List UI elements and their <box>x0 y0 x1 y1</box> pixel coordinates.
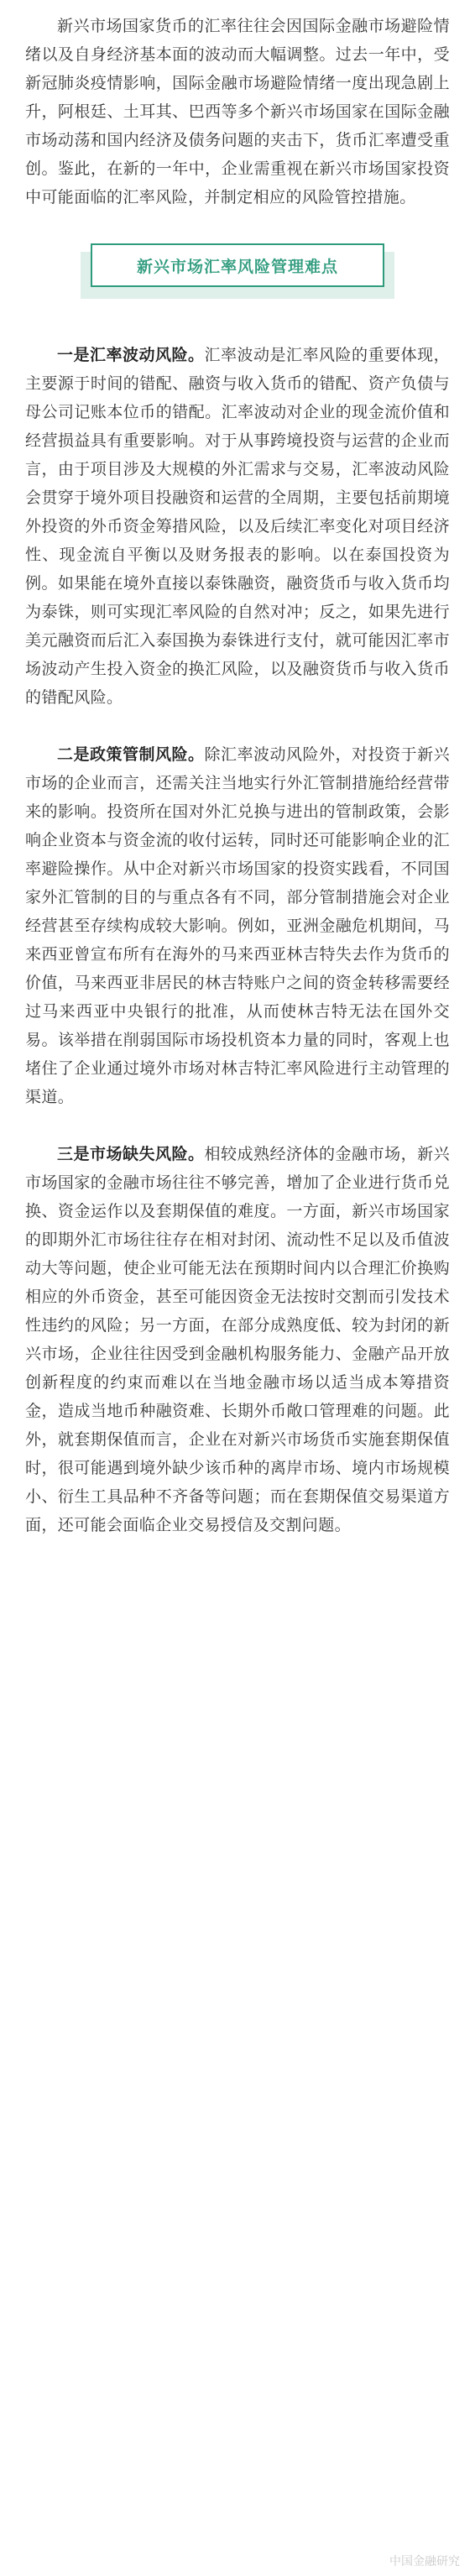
risk-point-1-title: 一是汇率波动风险。 <box>57 346 205 364</box>
risk-point-3-title: 三是市场缺失风险。 <box>57 1145 205 1163</box>
risk-point-2-title: 二是政策管制风险。 <box>57 745 205 764</box>
watermark: 中国金融研究 <box>389 2555 460 2568</box>
risk-point-2-body: 除汇率波动风险外，对投资于新兴市场的企业而言，还需关注当地实行外汇管制措施给经营带来的影响。投资所在国对外汇兑换与进出的管制政策，会影响企业资本与资金流的收付运转，同时还可能影响企业的汇率避险操作。从中企对新兴市场国家的投资实践看，不同国家外汇管制的目的与重点各有不同，部分管制措施会对企业经营甚至存续构成较大影响。例如，亚洲金融危机期间，马来西亚曾宣布所有在海外的马来西亚林吉特失去作为货币的价值，马来西亚非居民的林吉特账户之间的资金转移需要经过马来西亚中央银行的批准，从而使林吉特无法在国外交易。该举措在削弱国际市场投机资本力量的同时，客观上也堵住了企业通过境外市场对林吉特汇率风险进行主动管理的渠道。 <box>25 745 450 1106</box>
risk-point-1-body: 汇率波动是汇率风险的重要体现，主要源于时间的错配、融资与收入货币的错配、资产负债与母公司记账本位币的错配。汇率波动对企业的现金流价值和经营损益具有重要影响。对于从事跨境投资与运营的企业而言，由于项目涉及大规模的外汇需求与交易，汇率波动风险会贯穿于境外项目投融资和运营的全周期，主要包括前期境外投资的外币资金筹措风险，以及后续汇率变化对项目经济性、现金流自平衡以及财务报表的影响。以在泰国投资为例。如果能在境外直接以泰铢融资，融资货币与收入货币均为泰铢，则可实现汇率风险的自然对冲；反之，如果先进行美元融资而后汇入泰国换为泰铢进行支付，就可能因汇率市场波动产生投入资金的换汇风险，以及融资货币与收入货币的错配风险。 <box>25 346 450 707</box>
intro-paragraph: 新兴市场国家货币的汇率往往会因国际金融市场避险情绪以及自身经济基本面的波动而大幅调整。过去一年中，受新冠肺炎疫情影响，国际金融市场避险情绪一度出现急剧上升，阿根廷、土耳其、巴西等多个新兴市场国家在国际金融市场动荡和国内经济及债务问题的夹击下，货币汇率遭受重创。鉴此，在新的一年中，企业需重视在新兴市场国家投资中可能面临的汇率风险，并制定相应的风险管控措施。 <box>25 17 450 206</box>
section-heading: 新兴市场汇率风险管理难点 <box>136 257 338 276</box>
heading-frame <box>91 243 384 287</box>
risk-point-3-body: 相较成熟经济体的金融市场，新兴市场国家的金融市场往往不够完善，增加了企业进行货币兑换、资金运作以及套期保值的难度。一方面，新兴市场国家的即期外汇市场往往存在相对封闭、流动性不足以及币值波动大等问题，使企业可能无法在预期时间内以合理汇价换购相应的外币资金，甚至可能因资金无法按时交割而引发技术性违约的风险；另一方面，在部分成熟度低、较为封闭的新兴市场，企业往往因受到金融机构服务能力、金融产品开放创新程度的约束而难以在当地金融市场以适当成本筹措资金，造成当地币种融资难、长期外币敞口管理难的问题。此外，就套期保值而言，企业在对新兴市场货币实施套期保值时，很可能遇到境外缺少该币种的离岸市场、境内市场规模小、衍生工具品种不齐备等问题；而在套期保值交易渠道方面，还可能会面临企业交易授信及交割问题。 <box>25 1145 450 1534</box>
risk-point-2 <box>25 740 450 1111</box>
section-heading-banner <box>25 243 450 307</box>
risk-point-3 <box>25 1140 450 1539</box>
risk-point-1 <box>25 341 450 712</box>
